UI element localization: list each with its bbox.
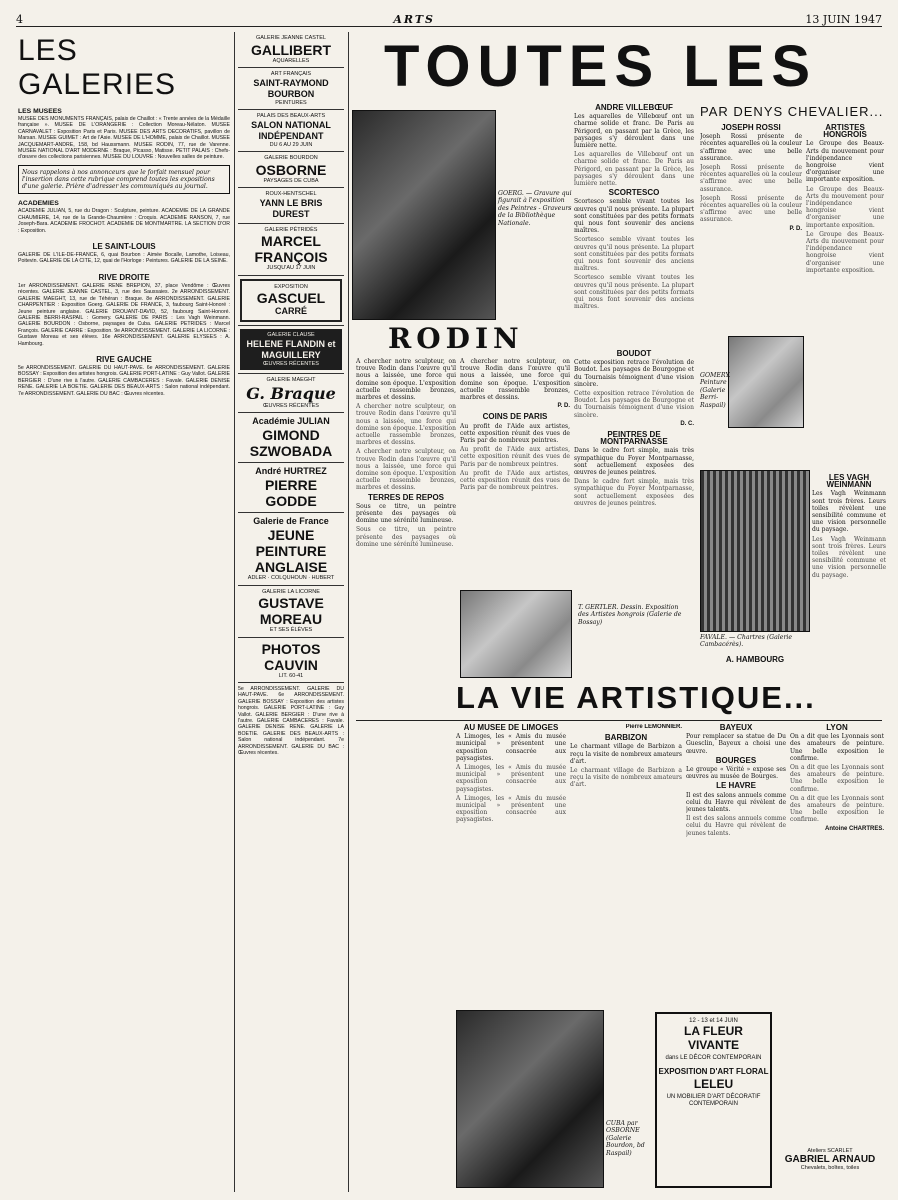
section-text: MUSEE DES MONUMENTS FRANÇAIS, palais de Chaillot : « Trente années de la Médaille française ». MUSEE DE L'ORANGERIE : Collection Moreau-Nélaton. MUSEE CARNAVALET : Exposition Paris et Paris. MUSEE DES ARTS DECORATIFS, pavillon de Marsan. MUSEE GUIMET : Art de l'Asie. MUSEE DE L'HOMME, palais de Chaillot. MUSEE JACQUEMART-ANDRE, 158, bd Haussmann. MUSEE RODIN, 77, rue de Varenne. MUSEE NATIONAL D'ART MODERNE : Braque, Picasso, Matisse. PETIT PALAIS : Chefs-d'œuvre des collections parisiennes. MUSEE DU LOUVRE : Nouvelles salles de peinture. xyxy=(18,116,230,161)
byline: PAR DENYS CHEVALIER... xyxy=(700,104,884,119)
goerg-engraving-image xyxy=(352,110,496,320)
section-text: ACADEMIE JULIAN, 5, rue du Dragon : Sculpture, peinture. ACADEMIE DE LA GRANDE CHAUMIERE, 14, rue de la Grande-Chaumière : Croquis. ACADEMIE RANSON, 7, rue Joseph-Bara. ACADEMIE FROCHOT. ACADEMIE DE MONTMARTRE. LA SECTION D'OR : Exposition. xyxy=(18,208,230,234)
article-lyon: LYON On a dit que les Lyonnais sont des amateurs de peinture. Une belle exposition le confirme. On a dit que les Lyonnais sont des amateurs de peinture. Une belle exposition le confirme. On a dit que les Lyonnais sont des amateurs de peinture. Une belle exposition le confirme. Antoine CHARTRES. xyxy=(790,724,884,832)
galleries-listing xyxy=(18,32,230,1192)
ad-braque: GALERIE MAEGHT G. Braque ŒUVRES RÉCENTES xyxy=(238,374,344,413)
ad-fleur-vivante: 12 - 13 et 14 JUIN LA FLEUR VIVANTE dans LE DÉCOR CONTEMPORAIN EXPOSITION D'ART FLORAL LELEU UN MOBILIER D'ART DÉCORATIF CONTEMPORAIN xyxy=(655,1012,772,1188)
ads-column xyxy=(238,32,344,1192)
section-heading: RIVE DROITE xyxy=(98,272,150,282)
article-villeboeuf: ANDRE VILLEBŒUF Les aquarelles de Villebœuf ont un charme solide et franc. De Paris au Périgord, en passant par la Grèce, les paysages s'y déroulent dans une lumière nette. Les aquarelles de Villebœuf ont un charme solide et franc. De Paris au Périgord, en passant par la Grèce, les paysages s'y déroulent dans une lumière nette. SCORTESCO Scortesco semble vivant toutes les œuvres qu'il nous présente. La plupart sont constituées par des petits formats qui nous font souvenir des anciens maîtres. Scortesco semble vivant toutes les œuvres qu'il nous présente. La plupart sont constituées par des petits formats qui nous font souvenir des anciens maîtres. Scortesco semble vivant toutes les œuvres qu'il nous présente. La plupart sont constituées par des petits formats qui nous font souvenir des anciens maîtres. xyxy=(574,104,694,311)
gomery-caption: GOMERY. Peinture (Galerie Berri-Raspail) xyxy=(700,372,731,409)
rodin-title: RODIN xyxy=(388,322,524,355)
article-rossi: JOSEPH ROSSI Joseph Rossi présente de récentes aquarelles où la couleur s'affirme avec une belle assurance. Joseph Rossi présente de récentes aquarelles où la couleur s'affirme avec une belle assurance. Joseph Rossi présente de récentes aquarelles où la couleur s'affirme avec une belle assurance. P. D. xyxy=(700,124,802,232)
advertiser-notice: Nous rappelons à nos annonceurs que le forfait mensuel pour l'insertion dans cette rubrique comprend toutes les expositions d'une galerie. Prière d'adresser les communiqués au journal. xyxy=(18,165,230,195)
ad-flandin: GALERIE CLAUSE HELENE FLANDIN et MAGUILLERY ŒUVRES RÉCENTES xyxy=(238,326,344,374)
ad-gallibert: GALERIE JEANNE CASTEL GALLIBERT AQUARELLES xyxy=(238,32,344,68)
ad-gustave-moreau: GALERIE LA LICORNE GUSTAVE MOREAU ET SES ÉLÈVES xyxy=(238,586,344,638)
column-rule xyxy=(234,32,235,1192)
ads-column-listing: 5e ARRONDISSEMENT. GALERIE DU HAUT-PAVE. 6e ARRONDISSEMENT. GALERIE BOSSAY : Exposition des artistes hongrois. GALERIE PORT-LATINE : Guy Vallot. GALERIE BERGIER : D'une rive à l'autre. GALERIE CAMBACERES : Favale. GALERIE DENISE RENE. GALERIE LA BOETIE. GALERIE DES BEAUX-ARTS : Salon national indépendant. 7e ARRONDISSEMENT. GALERIE DU BAC : Œuvres récentes. xyxy=(238,686,344,757)
gertler-caption: T. GERTLER. Dessin. Exposition des Artistes hongrois (Galerie de Bossay) xyxy=(578,604,682,626)
cuba-osborne-image xyxy=(456,1010,604,1188)
main-headline: TOUTES LES xyxy=(384,34,818,99)
vie-artistique-title: LA VIE ARTISTIQUE... xyxy=(456,680,816,715)
article-hongrois: ARTISTES HONGROIS Le Groupe des Beaux-Arts du mouvement pour l'indépendance hongroise vient d'organiser une importante exposition. Le Groupe des Beaux-Arts du mouvement pour l'indépendance hongroise vient d'organiser une importante exposition. Le Groupe des Beaux-Arts du mouvement pour l'indépendance hongroise vient d'organiser une importante exposition. xyxy=(806,124,884,274)
section-heading: ACADEMIES xyxy=(18,200,59,208)
section-rule xyxy=(356,720,882,721)
article-limoges: AU MUSEE DE LIMOGES A Limoges, les « Amis du musée municipal » présentent une exposition consacrée aux paysagistes. A Limoges, les « Amis du musée municipal » présentent une exposition consacrée aux paysagistes. A Limoges, les « Amis du musée municipal » présentent une exposition consacrée aux paysagistes. xyxy=(456,724,566,824)
ad-gascuel: EXPOSITION GASCUEL CARRÉ xyxy=(238,276,344,327)
ad-gabriel-arnaud: Ateliers SCARLET GABRIEL ARNAUD Chevalets, boîtes, toiles xyxy=(784,1148,876,1171)
article-rodin-col2: A chercher notre sculpteur, on trouve Rodin dans l'œuvre qu'il nous a laissée, une force qui domine son époque. L'exposition actuelle rassemble bronzes, marbres et dessins. P. D. COINS DE PARIS Au profit de l'Aide aux artistes, cette exposition réunit des vues de Paris par de nombreux peintres. Au profit de l'Aide aux artistes, cette exposition réunit des vues de Paris par de nombreux peintres. Au profit de l'Aide aux artistes, cette exposition réunit des vues de Paris par de nombreux peintres. xyxy=(460,358,570,492)
issue-date: 13 JUIN 1947 xyxy=(805,13,882,26)
section-heading: LE SAINT-LOUIS xyxy=(92,242,156,252)
section-heading: LES MUSEES xyxy=(18,108,62,115)
masthead: ARTS xyxy=(393,13,435,26)
ad-yann: ROUX-HENTSCHEL YANN LE BRIS DUREST xyxy=(238,188,344,224)
article-vagh-weinmann: LES VAGH WEINMANN Les Vagh Weinmann sont trois frères. Leurs toiles révèlent une sensibilité commune et une vision personnelle du paysage. Les Vagh Weinmann sont trois frères. Leurs toiles révèlent une sensibilité commune et une vision personnelle du paysage. xyxy=(812,474,886,579)
ad-academie-julian: Académie JULIAN GIMOND SZWOBADA xyxy=(238,413,344,463)
section-text: GALERIE DE L'ILE-DE-FRANCE, 6, quai Bourbon : Aimée Bocalle, Lamothe, Loiseau, Poitevin. GALERIE DE LA CITE, 12, quai de l'Horloge : Peintures. GALERIE DE LA SEINE. xyxy=(18,252,230,265)
favale-caption: FAVALE. — Chartres (Galerie Cambacérès). xyxy=(700,634,793,649)
page-number: 4 xyxy=(16,13,23,26)
cuba-caption: CUBA par OSBORNE (Galerie Bourdon, bd Raspail) xyxy=(606,1120,645,1157)
ad-photos-cauvin: PHOTOS CAUVIN LIT. 60-41 xyxy=(238,638,344,684)
ad-salon-independant: PALAIS DES BEAUX-ARTS SALON NATIONAL INDÉPENDANT DU 6 AU 29 JUIN xyxy=(238,110,344,152)
goerg-caption: GOERG. — Gravure qui figurait à l'exposition des Peintres - Graveurs de la Bibliothèque Nationale. xyxy=(498,190,572,227)
ad-galerie-de-france: Galerie de France JEUNE PEINTURE ANGLAISE ADLER · COLQUHOUN · HUBERT xyxy=(238,513,344,586)
section-heading: RIVE GAUCHE xyxy=(96,354,152,364)
ad-pierre-godde: André HURTREZ PIERRE GODDE xyxy=(238,463,344,513)
gertler-drawing-image xyxy=(460,590,572,678)
galleries-title: LES GALERIES xyxy=(18,34,177,101)
page-header xyxy=(16,6,882,27)
column-rule xyxy=(348,32,349,1192)
article-boudot: BOUDOT Cette exposition retrace l'évolution de Boudot. Les paysages de Bourgogne et du Tournaisis témoignent d'une vision sincère. Cette exposition retrace l'évolution de Boudot. Les paysages de Bourgogne et du Tournaisis témoignent d'une vision sincère. D. C. PEINTRES DE MONTPARNASSE Dans le cadre fort simple, mais très sympathique du Foyer Montparnasse, sont actuellement exposées des œuvres de jeunes peintres. Dans le cadre fort simple, mais très sympathique du Foyer Montparnasse, sont actuellement exposées des œuvres de jeunes peintres. xyxy=(574,350,694,507)
section-text: 1er ARRONDISSEMENT. GALERIE RENE BREPION, 37, place Vendôme : Œuvres récentes. GALERIE JEANNE CASTEL, 3, rue des Saussaies. 2e ARRONDISSEMENT. GALERIE MAEGHT, 13, rue de Téhéran : Braque. 8e ARRONDISSEMENT. GALERIE CHARPENTIER : Exposition Goerg. GALERIE DE FRANCE, 3, faubourg Saint-Honoré : Jeune peinture anglaise. GALERIE DROUANT-DAVID, 52, faubourg Saint-Honoré. GALERIE BERRI-RASPAIL : Gomery. GALERIE DE PARIS : Les Vagh Weinmann. GALERIE BOURDON : Osborne, paysages de Cuba. GALERIE PETRIDES : Marcel François. GALERIE CARRE : Exposition. 9e ARRONDISSEMENT. GALERIE LA LICORNE : Gustave Moreau et ses élèves. 16e ARRONDISSEMENT. GALERIE ELYSEES : A. Hambourg. xyxy=(18,282,230,347)
gomery-painting-image xyxy=(728,336,804,428)
article-rodin-col1: A chercher notre sculpteur, on trouve Rodin dans l'œuvre qu'il nous a laissée, une force qui domine son époque. L'exposition actuelle rassemble bronzes, marbres et dessins. A chercher notre sculpteur, on trouve Rodin dans l'œuvre qu'il nous a laissée, une force qui domine son époque. L'exposition actuelle rassemble bronzes, marbres et dessins. A chercher notre sculpteur, on trouve Rodin dans l'œuvre qu'il nous a laissée, une force qui domine son époque. L'exposition actuelle rassemble bronzes, marbres et dessins. TERRES DE REPOS Sous ce titre, un peintre présente des paysages où domine une sérénité lumineuse. Sous ce titre, un peintre présente des paysages où domine une sérénité lumineuse. xyxy=(356,358,456,548)
article-hambourg: A. HAMBOURG xyxy=(725,656,785,664)
favale-chartres-image xyxy=(700,470,810,632)
section-text: 5e ARRONDISSEMENT. GALERIE DU HAUT-PAVE. 6e ARRONDISSEMENT. GALERIE BOSSAY : Exposition des artistes hongrois. GALERIE PORT-LATINE : Guy Vallot. GALERIE BERGIER : D'une rive à l'autre. GALERIE CAMBACERES : Favale. GALERIE DENISE RENE. GALERIE LA BOETIE. GALERIE DES BEAUX-ARTS : Salon national indépendant. 7e ARRONDISSEMENT. GALERIE DU BAC : Œuvres récentes. xyxy=(18,364,230,397)
ad-saint-raymond: ART FRANÇAIS SAINT-RAYMOND BOURBON PEINTURES xyxy=(238,68,344,110)
ad-marcel-francois: GALERIE PÉTRIDÈS MARCEL FRANÇOIS JUSQU'AU 17 JUIN xyxy=(238,224,344,276)
ad-osborne: GALERIE BOURDON OSBORNE PAYSAGES DE CUBA xyxy=(238,152,344,188)
article-bayeux-bourges-havre: BAYEUX Pour remplacer sa statue de Du Guesclin, Bayeux a choisi une œuvre. BOURGES Le groupe « Vérité » expose ses œuvres au musée de Bourges. LE HAVRE Il est des salons annuels comme celui du Havre qui révèlent de jeunes talents. Il est des salons annuels comme celui du Havre qui révèlent de jeunes talents. xyxy=(686,724,786,837)
article-barbizon: Pierre LEMONNIER. BARBIZON Le charmant village de Barbizon a reçu la visite de nombreux amateurs d'art. Le charmant village de Barbizon a reçu la visite de nombreux amateurs d'art. xyxy=(570,724,682,789)
